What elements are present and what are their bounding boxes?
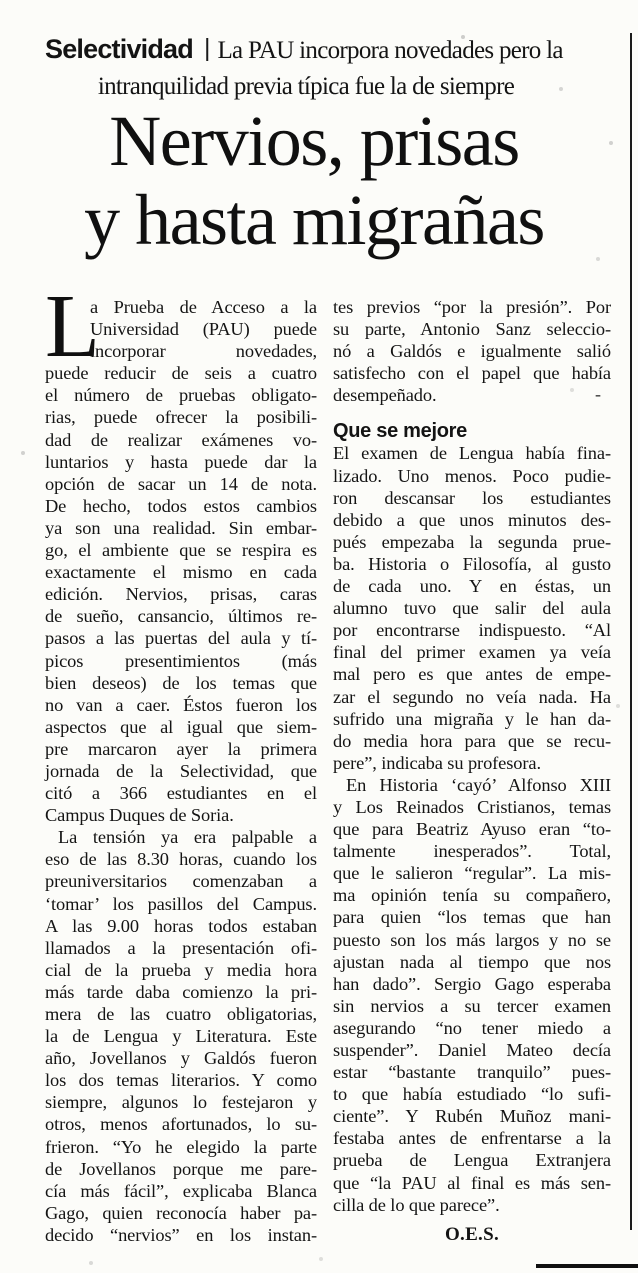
byline: O.E.S.	[444, 1223, 500, 1245]
paragraph	[333, 442, 611, 773]
body-line: luntarios y hasta puede dar la	[45, 451, 317, 472]
body-line: edición. Nervios, prisas, caras	[45, 584, 317, 605]
body-line: final del primer examen ya veía	[333, 642, 611, 663]
body-line: su parte, Antonio Sanz seleccio-	[333, 319, 611, 340]
body-line: sufrido una migraña y le han da-	[333, 708, 611, 729]
body-line: ciente”. Y Rubén Muñoz mani-	[333, 1106, 611, 1127]
body-line: pre marcaron ayer la primera	[45, 738, 317, 759]
kicker-separator: |	[203, 34, 211, 62]
body-line: año, Jovellanos y Galdós fueron	[45, 1048, 317, 1069]
body-line: otros, menos afortunados, lo su-	[45, 1114, 317, 1135]
body-line: eso de las 8.30 horas, cuando los	[45, 849, 317, 870]
paragraph	[333, 774, 611, 1216]
body-line: ron descansar los estudiantes	[333, 487, 611, 508]
body-line: más tarde daba comienzo la pri-	[45, 981, 317, 1002]
adjacent-article-border	[536, 1264, 638, 1268]
section-subhead: Que se mejore	[333, 420, 467, 443]
body-line: cial de la prueba y media hora	[45, 959, 317, 980]
body-line: suspender”. Daniel Mateo decía	[333, 1040, 611, 1060]
body-line: prueba de Lengua Extranjera	[333, 1150, 611, 1171]
body-line: A las 9.00 horas todos estaban	[45, 915, 317, 936]
body-line: Universidad (PAU) puede	[90, 319, 317, 340]
body-line: ‘tomar’ los pasillos del Campus.	[45, 893, 317, 914]
body-line: llamados a la presentación ofi-	[45, 937, 317, 958]
body-line: han dado”. Sergio Gago esperaba	[333, 973, 611, 994]
body-line: aspectos que al igual que siem-	[45, 716, 317, 737]
body-line: cía más fácil”, explicaba Blanca	[45, 1180, 317, 1201]
body-line: do media hora para que se recu-	[333, 730, 611, 751]
body-line: cilla de lo que parece”.	[333, 1194, 500, 1215]
body-line: que para Beatriz Ayuso eran “to-	[333, 819, 611, 840]
body-line: Campus Duques de Soria.	[45, 805, 234, 826]
body-line: rias, puede ofrecer la posibili-	[45, 407, 317, 428]
body-line: De hecho, todos estos cambios	[45, 495, 317, 516]
headline-line1: Nervios, prisas	[109, 101, 519, 181]
body-line: frieron. “Yo he elegido la parte	[45, 1136, 317, 1157]
body-line: que “la PAU al final es más sen-	[333, 1172, 611, 1193]
headline	[12, 102, 616, 260]
body-line: y Los Reinados Cristianos, temas	[333, 796, 611, 817]
body-line: tes previos “por la presión”. Por	[333, 297, 611, 317]
body-line: de sueño, cansancio, últimos re-	[45, 606, 317, 627]
body-line: debido a que unos minutos des-	[333, 509, 611, 530]
body-line: dad de realizar exámenes vo-	[45, 429, 317, 450]
body-line: La tensión ya era palpable a	[58, 827, 317, 848]
body-line: sin nervios a su tercer examen	[333, 995, 611, 1016]
body-line: nó a Galdós e igualmente salió	[333, 341, 611, 362]
body-line: de Jovellanos porque me pare-	[45, 1158, 317, 1179]
body-line: ba. Historia o Filosofía, al gusto	[333, 553, 611, 574]
body-line: talmente inesperados”. Total,	[333, 841, 611, 862]
column-right	[333, 296, 611, 1246]
kicker-text: La PAU incorpora novedades pero la	[217, 37, 563, 64]
kicker	[45, 33, 567, 103]
body-line: El examen de Lengua había fina-	[333, 443, 611, 464]
body-columns	[45, 277, 611, 1246]
body-line: festaba antes de enfrentarse a la	[333, 1128, 611, 1149]
body-line: go, el ambiente que se respira es	[45, 540, 317, 561]
body-line: pués empezaba la segunda prue-	[333, 531, 611, 552]
body-line: mal pero es que antes de empe-	[333, 664, 611, 685]
body-line: bien deseos) de los temas que	[45, 672, 317, 693]
body-line: los dos temas literarios. Y como	[45, 1070, 317, 1091]
body-line: que le salieron “regular”. La mis-	[333, 863, 611, 884]
kicker-tag: Selectividad	[45, 34, 193, 64]
body-line: por encontrarse indispuesto. “Al	[333, 620, 611, 641]
body-line: ya son una realidad. Sin embar-	[45, 517, 317, 538]
body-line: de cada uno. Y en éstas, un	[333, 576, 611, 597]
body-line: ma opinión tenía su compañero,	[333, 885, 611, 906]
body-line: pasos a las puertas del aula y tí-	[45, 628, 317, 649]
body-line: decido “nervios” en los instan-	[45, 1224, 317, 1245]
body-line: siempre, algunos lo festejaron y	[45, 1092, 317, 1113]
body-line: picos presentimientos (más	[45, 650, 317, 671]
paragraph	[45, 277, 317, 826]
body-line: jornada de la Selectividad, que	[45, 760, 317, 781]
body-line: puesto son los más largos y no se	[333, 929, 611, 950]
body-line: lizado. Uno menos. Poco pudie-	[333, 465, 611, 486]
body-line: asegurando “no tener miedo a	[333, 1017, 611, 1038]
body-line: alumno tuvo que salir del aula	[333, 598, 611, 619]
body-line: preuniversitarios comenzaban a	[45, 871, 317, 892]
body-line: ajustan nada al tiempo que nos	[333, 951, 611, 972]
column-divider-rule	[630, 33, 632, 1230]
headline-line2: y hasta migrañas	[84, 180, 544, 260]
kicker-line1	[45, 33, 567, 70]
body-line: mera de las cuatro obligatorias,	[45, 1004, 317, 1024]
body-line: para quien “los temas que han	[333, 907, 611, 928]
column-left	[45, 277, 317, 1246]
scan-noise-specks	[0, 0, 2, 2]
paragraph	[45, 826, 317, 1246]
body-line: En Historia ‘cayó’ Alfonso XIII	[346, 774, 611, 795]
body-line: zar el segundo no veía nada. Ha	[333, 686, 611, 707]
stray-mark: -	[595, 384, 601, 404]
body-line: citó a 366 estudiantes en el	[45, 783, 317, 804]
body-line: a Prueba de Acceso a la	[90, 297, 317, 317]
paragraph	[333, 296, 611, 406]
body-line: exactamente el mismo en cada	[45, 562, 317, 583]
body-line: desempeñado.	[333, 385, 437, 406]
dropcap-letter: L	[45, 277, 100, 376]
body-line: el número de pruebas obligato-	[45, 385, 317, 406]
body-line: puede reducir de seis a cuatro	[45, 363, 317, 384]
body-line: pere”, indicaba su profesora.	[333, 752, 541, 773]
body-line: opción de sacar un 14 de nota.	[45, 473, 317, 494]
body-line: no van a caer. Éstos fueron los	[45, 694, 317, 715]
body-line: estar “bastante tranquilo” pues-	[333, 1062, 611, 1083]
body-line: satisfecho con el papel que había	[333, 363, 611, 384]
kicker-text-line2: intranquilidad previa típica fue la de siempre	[97, 73, 515, 100]
body-line: to que había estudiado “lo sufi-	[333, 1084, 611, 1105]
body-line: Gago, quien reconocía haber pa-	[45, 1202, 317, 1223]
body-line: la de Lengua y Literatura. Este	[45, 1026, 317, 1047]
body-line: incorporar novedades,	[90, 341, 317, 362]
